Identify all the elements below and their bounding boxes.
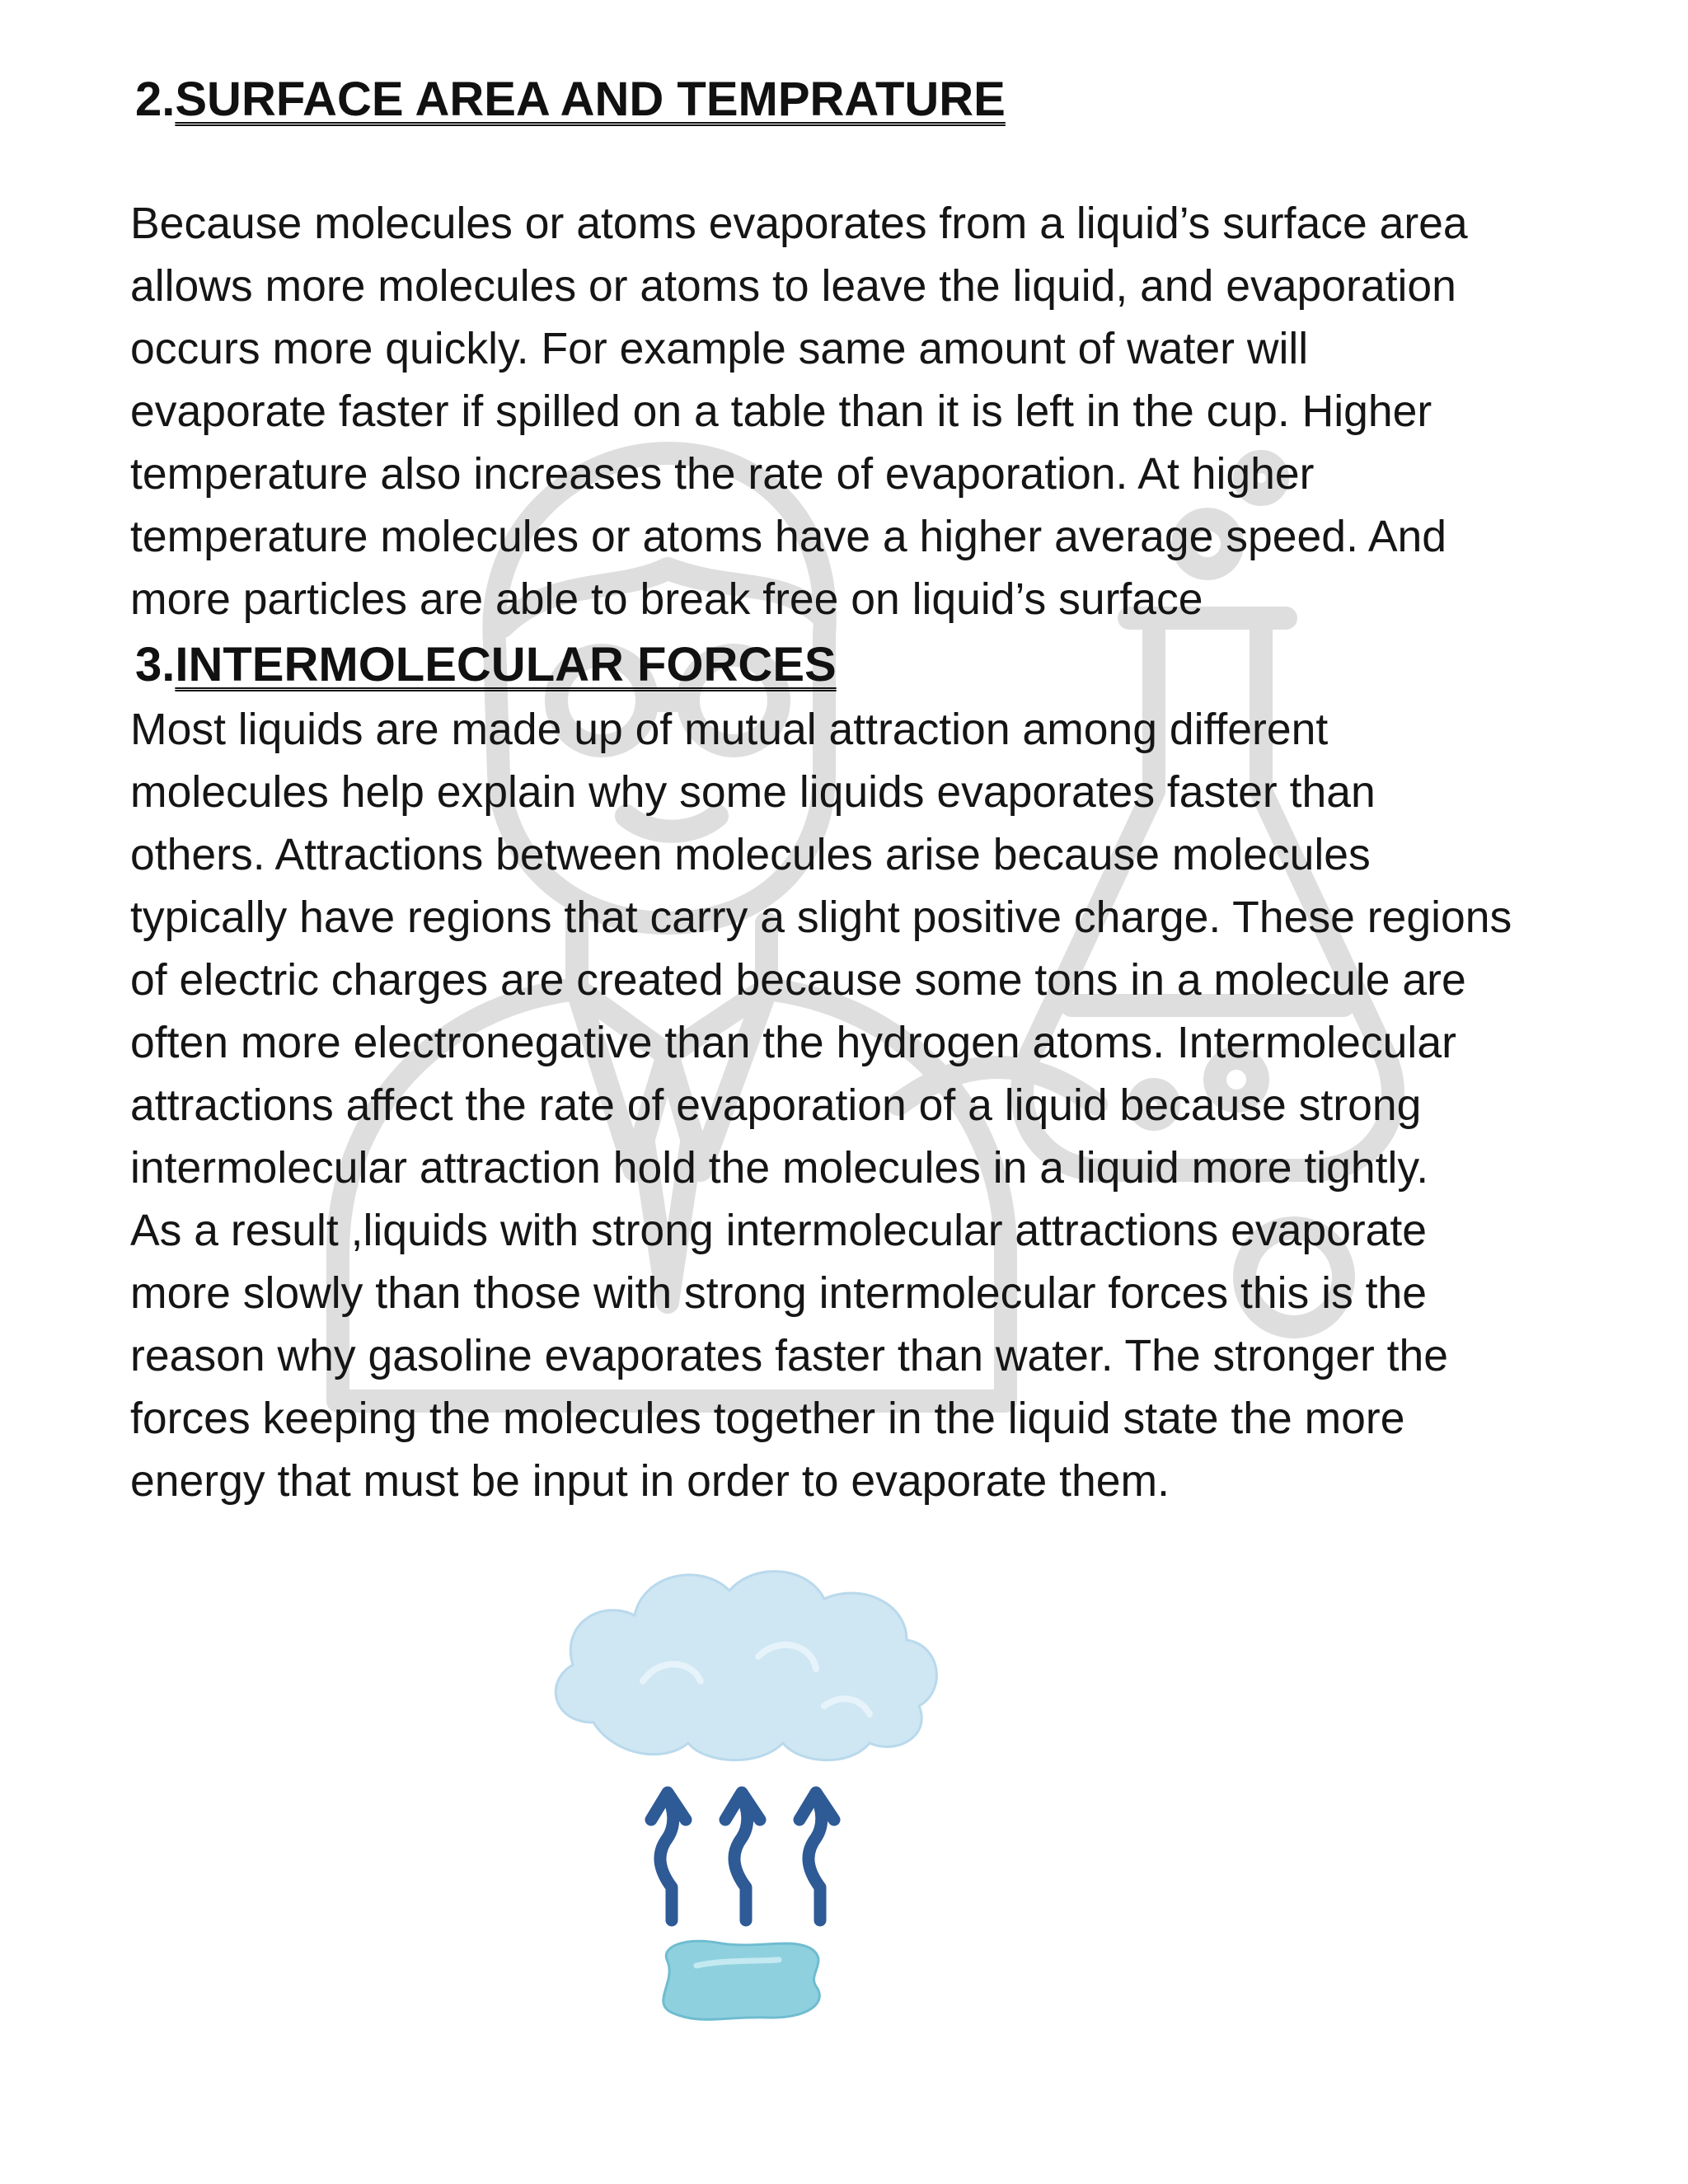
- paragraph-line: occurs more quickly. For example same amount of water will: [130, 325, 1309, 373]
- rising-arrows-icon: [651, 1793, 834, 1920]
- paragraph-line: often more electronegative than the hydrogen atoms. Intermolecular: [130, 1019, 1456, 1067]
- section-2-heading: [130, 66, 1614, 134]
- paragraph-line: forces keeping the molecules together in the liquid state the more: [130, 1394, 1405, 1443]
- paragraph-line: reason why gasoline evaporates faster than water. The stronger the: [130, 1332, 1449, 1380]
- section-2-title: SURFACE AREA AND TEMPRATURE: [175, 73, 1006, 126]
- paragraph-line: attractions affect the rate of evaporation of a liquid because strong: [130, 1081, 1422, 1130]
- section-3-title: INTERMOLECULAR FORCES: [175, 638, 837, 691]
- section-3-paragraph: [130, 699, 1614, 1513]
- cloud-icon: [556, 1572, 936, 1760]
- evaporation-icon: [544, 1558, 973, 2044]
- paragraph-line: evaporate faster if spilled on a table than it is left in the cup. Higher: [130, 387, 1432, 436]
- document-body: [130, 66, 1614, 1513]
- section-2-number: 2.: [135, 73, 176, 126]
- paragraph-line: typically have regions that carry a slight positive charge. These regions: [130, 893, 1512, 942]
- paragraph-line: intermolecular attraction hold the molecules in a liquid more tightly.: [130, 1144, 1429, 1193]
- paragraph-line: Because molecules or atoms evaporates from a liquid’s surface area: [130, 199, 1468, 248]
- paragraph-line: temperature also increases the rate of evaporation. At higher: [130, 450, 1315, 499]
- paragraph-line: temperature molecules or atoms have a higher average speed. And: [130, 513, 1447, 561]
- paragraph-line: more slowly than those with strong intermolecular forces this is the: [130, 1269, 1427, 1318]
- paragraph-line: molecules help explain why some liquids evaporates faster than: [130, 768, 1376, 817]
- section-3-number: 3.: [135, 638, 176, 691]
- paragraph-line: allows more molecules or atoms to leave the liquid, and evaporation: [130, 262, 1456, 311]
- paragraph-line: As a result ,liquids with strong intermolecular attractions evaporate: [130, 1207, 1428, 1255]
- section-2-paragraph: [130, 193, 1614, 631]
- puddle-icon: [663, 1941, 820, 2019]
- paragraph-line: others. Attractions between molecules arise because molecules: [130, 831, 1371, 879]
- paragraph-line: Most liquids are made up of mutual attraction among different: [130, 705, 1329, 754]
- paragraph-line: of electric charges are created because some tons in a molecule are: [130, 956, 1466, 1005]
- paragraph-line: more particles are able to break free on liquid’s surface: [130, 575, 1203, 624]
- paragraph-line: energy that must be input in order to evaporate them.: [130, 1457, 1170, 1506]
- section-3-heading: [130, 631, 1614, 699]
